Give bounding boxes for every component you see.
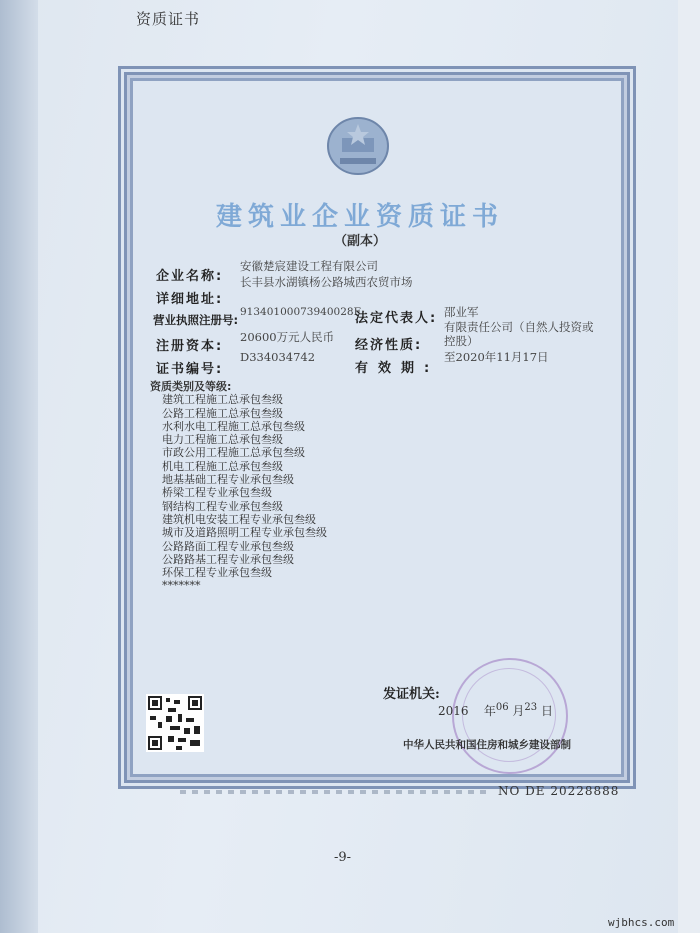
list-item: 水利水电工程施工总承包叁级 bbox=[162, 419, 305, 433]
list-item: 机电工程施工总承包叁级 bbox=[162, 459, 283, 473]
list-item: 桥梁工程专业承包叁级 bbox=[162, 486, 272, 500]
page-header: 资质证书 bbox=[136, 10, 201, 28]
list-item: 地基基础工程专业承包叁级 bbox=[162, 473, 294, 487]
binding-spine bbox=[0, 0, 38, 933]
list-item: 建筑机电安装工程专业承包叁级 bbox=[162, 512, 316, 526]
watermark: wjbhcs.com bbox=[608, 916, 675, 929]
capital-value: 20600万元人民币 bbox=[240, 330, 335, 344]
address-value: 长丰县水湖镇杨公路城西农贸市场 bbox=[240, 275, 413, 289]
list-item: 建筑工程施工总承包叁级 bbox=[162, 393, 283, 407]
cert-no-value: D334034742 bbox=[240, 350, 316, 364]
issuer-label: 发证机关: bbox=[383, 687, 440, 702]
company-name-label: 企业名称: bbox=[156, 269, 224, 284]
faded-print-line bbox=[180, 790, 490, 794]
valid-label: 有效期: bbox=[355, 361, 440, 376]
list-item: 公路工程施工总承包叁级 bbox=[162, 406, 283, 420]
legal-rep-value: 邵业军 bbox=[444, 305, 479, 319]
issue-date: 2016 年$^{06}$ 月$^{23}$ 日 bbox=[438, 702, 553, 718]
page-number: -9- bbox=[334, 850, 352, 865]
serial-number: NO DE 20228888 bbox=[498, 784, 620, 798]
list-item: 钢结构工程专业承包叁级 bbox=[162, 499, 283, 513]
certificate-title: 建筑业企业资质证书 bbox=[215, 202, 504, 232]
qualifications-header: 资质类别及等级: bbox=[150, 380, 232, 393]
legal-rep-label: 法定代表人: bbox=[355, 311, 438, 326]
license-label: 营业执照注册号: bbox=[153, 313, 239, 327]
capital-label: 注册资本: bbox=[156, 339, 224, 354]
list-item: 公路路面工程专业承包叁级 bbox=[162, 539, 294, 553]
certificate-subtitle: （副本） bbox=[333, 234, 386, 249]
list-item: ******* bbox=[162, 579, 201, 593]
national-emblem-icon bbox=[320, 112, 396, 178]
address-label: 详细地址: bbox=[156, 292, 224, 307]
list-item: 市政公用工程施工总承包叁级 bbox=[162, 446, 305, 460]
list-item: 环保工程专业承包叁级 bbox=[162, 566, 272, 580]
qr-code-icon bbox=[146, 694, 204, 752]
company-name-value: 安徽楚宸建设工程有限公司 bbox=[240, 259, 378, 273]
list-item: 公路路基工程专业承包叁级 bbox=[162, 552, 294, 566]
license-value: 91340100073940028F bbox=[240, 306, 361, 318]
qualifications-list bbox=[150, 380, 327, 593]
list-item: 城市及道路照明工程专业承包叁级 bbox=[162, 526, 327, 540]
next-page-edge bbox=[678, 0, 700, 933]
cert-no-label: 证书编号: bbox=[156, 362, 224, 377]
list-item: 电力工程施工总承包叁级 bbox=[162, 433, 283, 447]
nature-label: 经济性质: bbox=[355, 338, 423, 353]
issuing-department: 中华人民共和国住房和城乡建设部制 bbox=[403, 739, 571, 751]
nature-value: 有限责任公司（自然人投资或控股） bbox=[444, 320, 594, 348]
valid-value: 至2020年11月17日 bbox=[444, 350, 549, 364]
